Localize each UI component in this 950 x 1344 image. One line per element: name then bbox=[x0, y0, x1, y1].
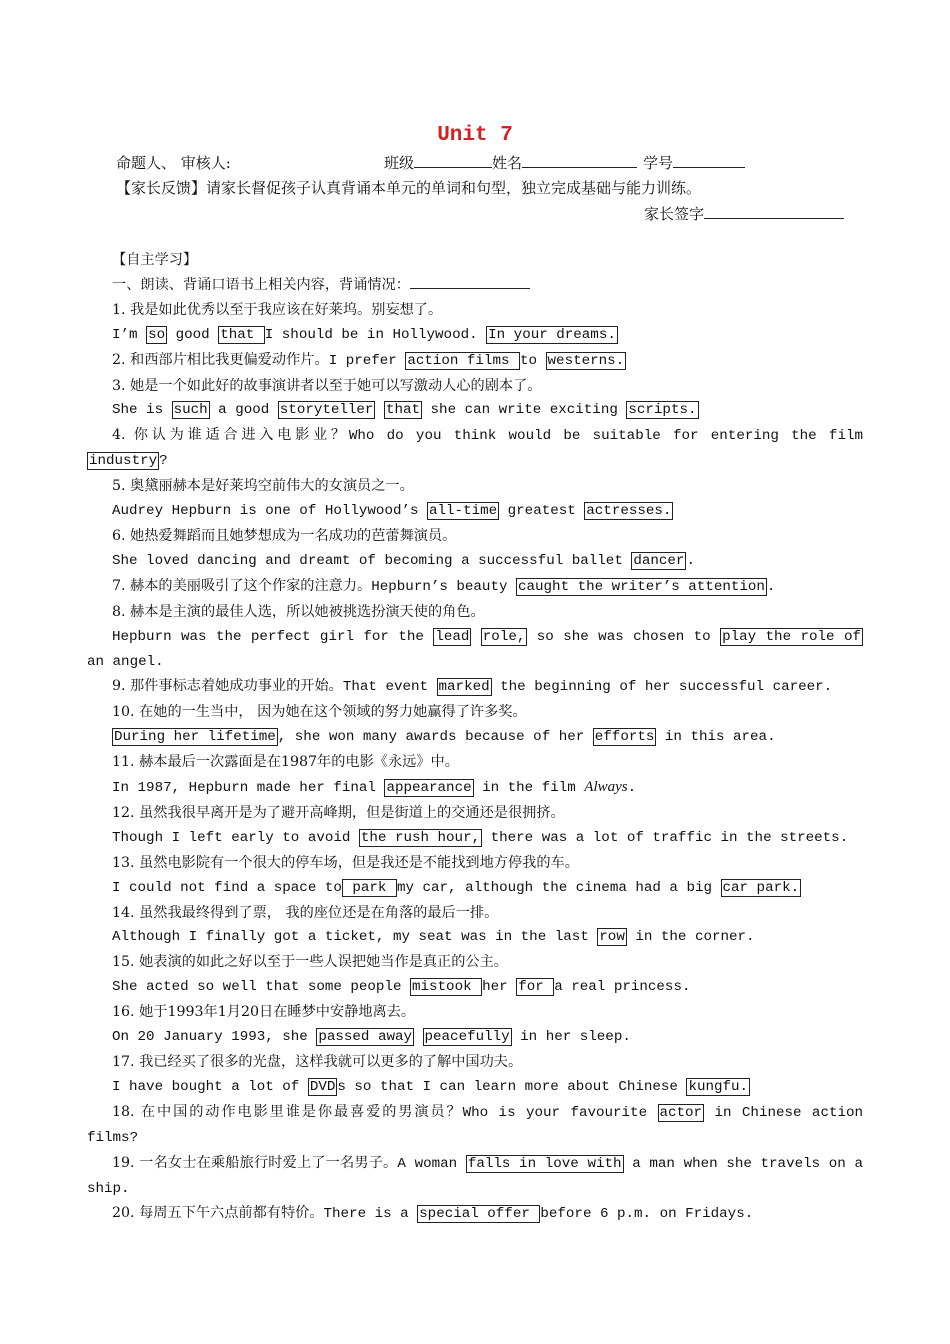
answer-box: caught the writer’s attention bbox=[518, 578, 765, 595]
text: a real princess. bbox=[554, 979, 691, 996]
item-14-zh: 14. 虽然我最终得到了票， 我的座位还是在角落的最后一排。 bbox=[112, 904, 499, 921]
item-15-en bbox=[87, 975, 863, 1000]
text: There is a bbox=[323, 1206, 418, 1223]
answer-box: DVD bbox=[309, 1078, 336, 1095]
text: She acted so well that some people bbox=[112, 979, 410, 996]
text: I’m bbox=[112, 326, 147, 343]
authors-label: 命题人、 审核人: bbox=[116, 154, 231, 172]
text: 18. 在中国的动作电影里谁是你最喜爱的男演员？ bbox=[112, 1103, 463, 1120]
text: . bbox=[686, 552, 695, 569]
item-16-zh: 16. 她于1993年1月20日在睡梦中安静地离去。 bbox=[112, 1004, 416, 1021]
text: s so that I can learn more about Chinese bbox=[337, 1078, 687, 1095]
parent-sign-blank[interactable] bbox=[704, 204, 844, 219]
section-heading: 【自主学习】 bbox=[112, 252, 198, 268]
text: Hepburn was the perfect girl for the bbox=[112, 628, 434, 645]
answer-box: appearance bbox=[386, 780, 472, 797]
answer-box: peacefully bbox=[424, 1029, 510, 1046]
answer-box: industry bbox=[89, 453, 158, 470]
item-5-en bbox=[87, 499, 863, 524]
answer-box: the rush hour, bbox=[360, 829, 481, 846]
text bbox=[414, 1029, 423, 1045]
text: On 20 January 1993, she bbox=[112, 1029, 317, 1046]
text: good bbox=[167, 326, 219, 343]
answer-box: play the role of bbox=[722, 628, 861, 645]
text: in this area. bbox=[656, 729, 776, 746]
answer-box: passed away bbox=[318, 1029, 412, 1046]
answer-box: park bbox=[343, 879, 395, 896]
answer-box: that bbox=[220, 326, 263, 343]
item-14-en bbox=[87, 925, 863, 950]
item-3-en bbox=[87, 398, 863, 423]
text: my car, although the cinema had a big bbox=[396, 879, 721, 896]
answer-box: such bbox=[173, 402, 208, 419]
text: greatest bbox=[499, 503, 585, 520]
text: so she was chosen to bbox=[527, 628, 721, 645]
text: I should be in Hollywood. bbox=[264, 326, 487, 343]
item-8-zh: 8. 赫本是主演的最佳人选，所以她被挑选扮演天使的角色。 bbox=[112, 603, 485, 620]
text: a man when she travels on a ship. bbox=[87, 1155, 863, 1197]
item-5-zh: 5. 奥黛丽赫本是好莱坞空前伟大的女演员之一。 bbox=[112, 478, 414, 495]
item-17-zh: 17. 我已经买了很多的光盘，这样我就可以更多的了解中国功夫。 bbox=[112, 1054, 523, 1070]
item-15-zh: 15. 她表演的如此之好以至于一些人误把她当作是真正的公主。 bbox=[112, 954, 508, 971]
text: in the film bbox=[473, 780, 585, 797]
text bbox=[375, 402, 384, 418]
text: in Chinese action films? bbox=[87, 1104, 864, 1146]
number-blank[interactable] bbox=[673, 153, 745, 168]
text: the beginning of her successful career. bbox=[491, 679, 833, 696]
text: A woman bbox=[397, 1155, 466, 1172]
text: 4. 你认为谁适合进入电影业？ bbox=[112, 427, 349, 444]
item-8-en bbox=[87, 625, 863, 675]
item-1-zh: 1. 我是如此优秀以至于我应该在好莱坞。别妄想了。 bbox=[112, 301, 443, 318]
item-11-zh: 11. 赫本最后一次露面是在1987年的电影《永远》中。 bbox=[112, 754, 459, 771]
text: there was a lot of traffic in the streets. bbox=[482, 829, 849, 846]
text: 19. 一名女士在乘船旅行时爱上了一名男子。 bbox=[112, 1154, 398, 1171]
text: 20. 每周五下午六点前都有特价。 bbox=[112, 1205, 324, 1222]
text: Audrey Hepburn is one of Hollywood’s bbox=[112, 503, 428, 520]
answer-box: so bbox=[148, 326, 166, 343]
text: 7. 赫本的美丽吸引了这个作家的注意力。 bbox=[112, 577, 372, 594]
text: I could not find a space to bbox=[112, 879, 342, 896]
task-line bbox=[87, 273, 863, 298]
text: That event bbox=[342, 679, 437, 696]
item-20 bbox=[87, 1201, 863, 1227]
text: In 1987, Hepburn made her final bbox=[112, 780, 385, 797]
item-6-zh: 6. 她热爱舞蹈而且她梦想成为一名成功的芭蕾舞演员。 bbox=[112, 527, 457, 544]
item-9 bbox=[87, 674, 863, 700]
answer-box: lead bbox=[435, 628, 470, 645]
unit-title: Unit 7 bbox=[437, 124, 513, 147]
item-16-en bbox=[87, 1025, 863, 1050]
item-3-zh: 3. 她是一个如此好的故事演讲者以至于她可以写激动人心的剧本了。 bbox=[112, 377, 542, 394]
text: . bbox=[627, 780, 637, 797]
answer-box: scripts. bbox=[628, 402, 697, 419]
exercise-body bbox=[87, 248, 863, 1227]
answer-box: kungfu. bbox=[688, 1078, 749, 1095]
text: in her sleep. bbox=[511, 1029, 631, 1046]
item-12-zh: 12. 虽然我很早离开是为了避开高峰期，但是街道上的交通还是很拥挤。 bbox=[112, 804, 565, 821]
answer-box: actor bbox=[659, 1104, 703, 1121]
text: a good bbox=[209, 402, 278, 419]
text: to bbox=[520, 352, 546, 369]
text: ? bbox=[159, 453, 168, 470]
item-17-en bbox=[87, 1075, 863, 1100]
answer-box: role, bbox=[482, 628, 526, 645]
name-label: 姓名 bbox=[492, 154, 523, 172]
text: she can write exciting bbox=[422, 402, 627, 419]
text: , she won many awards because of her bbox=[277, 729, 593, 746]
item-11-en bbox=[87, 775, 863, 801]
name-blank[interactable] bbox=[522, 153, 637, 168]
answer-box: for bbox=[518, 979, 553, 996]
film-title: Always bbox=[584, 779, 628, 796]
text: Though I left early to avoid bbox=[112, 829, 359, 846]
answer-box: row bbox=[599, 929, 625, 946]
answer-box: actresses. bbox=[586, 503, 672, 520]
class-label: 班级 bbox=[384, 154, 415, 172]
text: Hepburn’s beauty bbox=[371, 578, 516, 595]
answer-box: marked bbox=[438, 679, 490, 696]
answer-box: storyteller bbox=[279, 402, 374, 419]
answer-box: all-time bbox=[429, 503, 498, 520]
text: Who is your favourite bbox=[462, 1104, 658, 1121]
task-text: 一、朗读、背诵口语书上相关内容，背诵情况： bbox=[112, 276, 410, 293]
class-blank[interactable] bbox=[414, 153, 492, 168]
text: Although I finally got a ticket, my seat was in the last bbox=[112, 929, 598, 946]
item-1-en bbox=[87, 323, 863, 348]
task-blank[interactable] bbox=[410, 274, 530, 289]
parent-sign-field bbox=[644, 203, 844, 224]
answer-box: that bbox=[385, 402, 421, 419]
text: . bbox=[766, 578, 776, 595]
item-2 bbox=[87, 348, 863, 374]
answer-box: dancer bbox=[633, 552, 685, 569]
item-19 bbox=[87, 1151, 863, 1202]
item-6-en bbox=[87, 549, 863, 574]
answer-box: In your dreams. bbox=[488, 326, 616, 343]
text: She loved dancing and dreamt of becoming a successful ballet bbox=[112, 552, 632, 569]
text: 2. 和西部片相比我更偏爱动作片。 bbox=[112, 351, 329, 368]
text: I prefer bbox=[328, 352, 406, 369]
class-field bbox=[384, 152, 745, 173]
parent-feedback: 【家长反馈】请家长督促孩子认真背诵本单元的单词和句型，独立完成基础与能力训练。 bbox=[116, 179, 702, 197]
text: an angel. bbox=[87, 653, 164, 670]
text: before 6 p.m. on Fridays. bbox=[540, 1206, 754, 1223]
answer-box: efforts bbox=[594, 729, 655, 746]
text: her bbox=[482, 979, 517, 996]
item-12-en bbox=[87, 826, 863, 851]
text: She is bbox=[112, 402, 172, 419]
answer-box: car park. bbox=[722, 879, 800, 896]
answer-box: falls in love with bbox=[467, 1155, 622, 1172]
text: I have bought a lot of bbox=[112, 1078, 308, 1095]
item-10-zh: 10. 在她的一生当中， 因为她在这个领域的努力她赢得了许多奖。 bbox=[112, 704, 527, 721]
text: 9. 那件事标志着她成功事业的开始。 bbox=[112, 678, 343, 695]
item-4 bbox=[87, 423, 863, 474]
answer-box: westerns. bbox=[547, 352, 625, 369]
number-label: 学号 bbox=[643, 154, 674, 172]
text: in the corner. bbox=[626, 929, 755, 946]
item-13-zh: 13. 虽然电影院有一个很大的停车场，但是我还是不能找到地方停我的车。 bbox=[112, 854, 579, 871]
answer-box: During her lifetime bbox=[114, 729, 276, 746]
parent-sign-label: 家长签字 bbox=[644, 205, 705, 223]
item-18 bbox=[87, 1100, 863, 1151]
text: Who do you think would be suitable for entering the film bbox=[348, 428, 863, 445]
answer-box: action films bbox=[407, 352, 518, 369]
answer-box: special offer bbox=[419, 1206, 539, 1223]
item-10-en bbox=[87, 725, 863, 750]
text bbox=[471, 629, 480, 645]
item-13-en bbox=[87, 876, 863, 901]
answer-box: mistook bbox=[412, 979, 481, 996]
item-7 bbox=[87, 574, 863, 600]
